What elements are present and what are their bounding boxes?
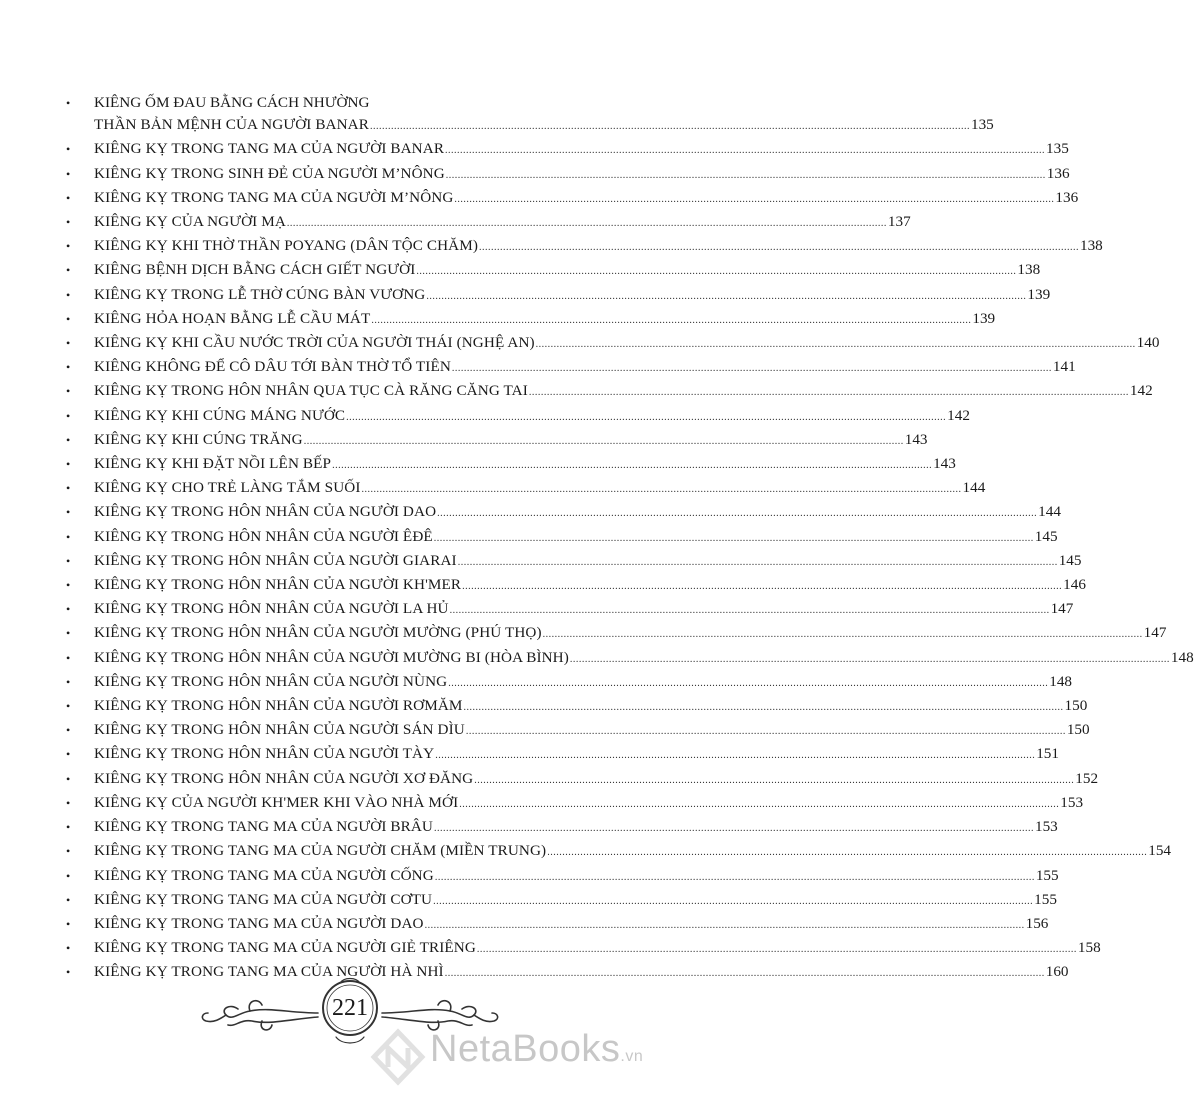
toc-entry	[64, 187, 1079, 211]
bullet-icon: •	[66, 747, 71, 762]
toc-entry-page: 135	[1046, 140, 1069, 158]
bullet-icon: •	[66, 941, 71, 956]
toc-entry-page: 145	[1058, 551, 1082, 569]
toc-entry-title: KIÊNG KỴ KHI CẦU NƯỚC TRỜI CỦA NGƯỜI THÁI (NGHỆ AN)	[94, 334, 535, 352]
bullet-icon: •	[66, 771, 71, 786]
toc-entry-page: 152	[1075, 769, 1099, 787]
toc-entry-page: 138	[1017, 261, 1041, 279]
toc-entry	[64, 840, 1171, 864]
bullet-icon: •	[66, 481, 71, 496]
table-of-contents	[64, 92, 1194, 986]
dot-leader: ........................................................................................................................................................................................................	[474, 774, 1075, 786]
bullet-icon: •	[66, 699, 71, 714]
toc-entry-page: 153	[1060, 793, 1084, 811]
bullet-icon: •	[66, 336, 71, 351]
bullet-icon: •	[66, 384, 71, 399]
dot-leader: ........................................................................................................................................................................................................	[416, 266, 1017, 278]
toc-entry	[64, 163, 1070, 187]
toc-entry-page: 145	[1034, 527, 1058, 545]
bullet-icon: •	[66, 602, 71, 617]
toc-entry-title: KIÊNG KỴ KHI CÚNG TRĂNG	[94, 430, 303, 448]
toc-entry-title: KIÊNG KỴ TRONG TANG MA CỦA NGƯỜI CƠTU	[94, 890, 433, 908]
toc-entry	[64, 792, 1084, 816]
toc-entry	[64, 284, 1051, 308]
dot-leader: ........................................................................................................................................................................................................	[462, 581, 1063, 593]
toc-entry-page: 156	[1025, 914, 1049, 932]
dot-leader: ........................................................................................................................................................................................................	[444, 968, 1045, 980]
bullet-icon: •	[66, 868, 71, 883]
dot-leader: ........................................................................................................................................................................................................	[542, 629, 1143, 641]
dot-leader: ........................................................................................................................................................................................................	[449, 605, 1050, 617]
dot-leader: ........................................................................................................................................................................................................	[547, 847, 1148, 859]
toc-entry-title: KIÊNG KỴ TRONG TANG MA CỦA NGƯỜI HÀ NHÌ	[94, 963, 444, 981]
toc-entry-page: 146	[1063, 576, 1086, 594]
toc-entry-title: KIÊNG KỴ KHI ĐẶT NỒI LÊN BẾP	[94, 455, 332, 473]
toc-entry-page: 143	[904, 430, 928, 448]
toc-entry-title: KIÊNG KỴ CỦA NGƯỜI MẠ	[94, 213, 286, 231]
bullet-icon: •	[66, 650, 71, 665]
bullet-icon: •	[66, 626, 71, 641]
dot-leader: ........................................................................................................................................................................................................	[332, 460, 933, 472]
toc-entry-title: KIÊNG KỴ TRONG HÔN NHÂN CỦA NGƯỜI KH'MER	[94, 576, 462, 594]
toc-entry-title: KIÊNG KỴ TRONG TANG MA CỦA NGƯỜI M’NÔNG	[94, 188, 454, 206]
toc-entry-title: KIÊNG KỴ TRONG HÔN NHÂN CỦA NGƯỜI ÊĐÊ	[94, 527, 433, 545]
toc-entry	[64, 211, 911, 235]
toc-entry-title: KIÊNG KỴ CHO TRẺ LÀNG TẮM SUỐI	[94, 479, 361, 497]
toc-entry-title: KIÊNG KỴ TRONG HÔN NHÂN CỦA NGƯỜI RƠMĂM	[94, 697, 463, 715]
dot-leader: ........................................................................................................................................................................................................	[535, 339, 1136, 351]
toc-entry	[64, 647, 1194, 671]
toc-entry-page: 151	[1036, 745, 1059, 763]
toc-entry-page: 138	[1079, 237, 1103, 255]
toc-entry-title: THẦN BẢN MỆNH CỦA NGƯỜI BANAR	[94, 116, 369, 134]
toc-entry	[64, 622, 1167, 646]
bullet-icon: •	[66, 578, 71, 593]
page-number: 221	[332, 995, 368, 1021]
toc-entry-title: KIÊNG KỴ TRONG HÔN NHÂN CỦA NGƯỜI MƯỜNG (PHÚ THỌ)	[94, 624, 542, 642]
toc-entry	[64, 913, 1049, 937]
toc-entry	[64, 719, 1090, 743]
toc-entry	[64, 308, 996, 332]
dot-leader: ........................................................................................................................................................................................................	[346, 411, 947, 423]
bullet-icon: •	[66, 457, 71, 472]
dot-leader: ........................................................................................................................................................................................................	[476, 944, 1077, 956]
dot-leader: ........................................................................................................................................................................................................	[434, 871, 1035, 883]
bullet-icon: •	[66, 916, 71, 931]
dot-leader: ........................................................................................................................................................................................................	[454, 193, 1055, 205]
toc-entry-page: 160	[1045, 963, 1069, 981]
toc-entry-title: KIÊNG HỎA HOẠN BẰNG LỄ CẦU MÁT	[94, 309, 371, 327]
toc-entry-page: 144	[962, 479, 986, 497]
toc-entry-title: KIÊNG KỴ CỦA NGƯỜI KH'MER KHI VÀO NHÀ MỚI	[94, 793, 459, 811]
toc-entry-page: 153	[1034, 818, 1058, 836]
dot-leader: ........................................................................................................................................................................................................	[426, 290, 1027, 302]
toc-entry-title: KIÊNG KỴ TRONG TANG MA CỦA NGƯỜI GIẺ TRIÊNG	[94, 939, 476, 957]
bullet-icon: •	[66, 723, 71, 738]
toc-entry-page: 147	[1143, 624, 1167, 642]
dot-leader: ........................................................................................................................................................................................................	[369, 121, 970, 133]
toc-entry-title: KIÊNG KỴ TRONG TANG MA CỦA NGƯỜI CHĂM (MIỀN TRUNG)	[94, 842, 547, 860]
dot-leader: ........................................................................................................................................................................................................	[433, 532, 1034, 544]
dot-leader: ........................................................................................................................................................................................................	[303, 435, 904, 447]
toc-entry-title: KIÊNG KỴ TRONG HÔN NHÂN CỦA NGƯỜI XƠ ĐĂNG	[94, 769, 474, 787]
watermark-brand-suffix: .vn	[620, 1048, 644, 1065]
dot-leader: ........................................................................................................................................................................................................	[424, 919, 1025, 931]
toc-entry-title: KIÊNG KỴ TRONG TANG MA CỦA NGƯỜI BRÂU	[94, 818, 433, 836]
toc-entry-title: KIÊNG KỴ TRONG HÔN NHÂN CỦA NGƯỜI TÀY	[94, 745, 435, 763]
toc-entry	[64, 937, 1101, 961]
toc-entry-page: 154	[1148, 842, 1171, 860]
toc-entry	[64, 332, 1160, 356]
bullet-icon: •	[66, 287, 71, 302]
toc-entry-page: 140	[1136, 334, 1160, 352]
toc-entry-page: 148	[1170, 648, 1194, 666]
toc-entry-page: 147	[1050, 600, 1074, 618]
toc-entry-page: 135	[970, 116, 994, 134]
bullet-icon: •	[66, 360, 71, 375]
toc-entry	[64, 865, 1059, 889]
toc-entry	[64, 889, 1057, 913]
toc-entry-page: 150	[1064, 697, 1088, 715]
toc-entry	[64, 743, 1059, 767]
toc-entry-title: KIÊNG KỴ TRONG HÔN NHÂN QUA TỤC CÀ RĂNG CĂNG TAI	[94, 382, 528, 400]
toc-entry	[64, 598, 1074, 622]
toc-entry-page: 141	[1052, 358, 1076, 376]
toc-entry-page: 137	[887, 213, 911, 231]
toc-entry-title: KIÊNG KỴ TRONG HÔN NHÂN CỦA NGƯỜI LA HỦ	[94, 600, 449, 618]
dot-leader: ........................................................................................................................................................................................................	[457, 556, 1058, 568]
dot-leader: ........................................................................................................................................................................................................	[445, 145, 1046, 157]
toc-entry-page: 150	[1066, 721, 1090, 739]
dot-leader: ........................................................................................................................................................................................................	[371, 314, 972, 326]
dot-leader: ........................................................................................................................................................................................................	[463, 702, 1064, 714]
toc-entry-page: 155	[1034, 890, 1057, 908]
toc-entry	[64, 356, 1076, 380]
toc-entry	[64, 768, 1099, 792]
bullet-icon: •	[66, 674, 71, 689]
toc-entry	[64, 574, 1086, 598]
toc-entry-page: 158	[1077, 939, 1101, 957]
toc-entry	[64, 92, 994, 138]
bullet-icon: •	[66, 529, 71, 544]
bullet-icon: •	[66, 844, 71, 859]
dot-leader: ........................................................................................................................................................................................................	[528, 387, 1129, 399]
dot-leader: ........................................................................................................................................................................................................	[478, 242, 1079, 254]
toc-entry-title: KIÊNG BỆNH DỊCH BẰNG CÁCH GIẾT NGƯỜI	[94, 261, 416, 279]
dot-leader: ........................................................................................................................................................................................................	[451, 363, 1052, 375]
bullet-icon: •	[66, 215, 71, 230]
toc-entry-title-line: KIÊNG ỐM ĐAU BẰNG CÁCH NHƯỜNG	[94, 94, 370, 111]
toc-entry-title: KIÊNG KỴ KHI THỜ THẦN POYANG (DÂN TỘC CHĂM)	[94, 237, 478, 255]
dot-leader: ........................................................................................................................................................................................................	[361, 484, 962, 496]
bullet-icon: •	[66, 96, 71, 110]
toc-entry	[64, 695, 1088, 719]
toc-entry	[64, 138, 1069, 162]
toc-entry	[64, 453, 956, 477]
toc-entry-title: KIÊNG KỴ KHI CÚNG MÁNG NƯỚC	[94, 406, 346, 424]
toc-entry-page: 144	[1038, 503, 1061, 521]
bullet-icon: •	[66, 820, 71, 835]
toc-entry-page: 136	[1055, 188, 1079, 206]
bullet-icon: •	[66, 892, 71, 907]
toc-entry-page: 143	[933, 455, 956, 473]
toc-entry-page: 155	[1035, 866, 1059, 884]
toc-entry-title: KIÊNG KHÔNG ĐỂ CÔ DÂU TỚI BÀN THỜ TỔ TIÊN	[94, 358, 451, 376]
bullet-icon: •	[66, 432, 71, 447]
toc-entry	[64, 816, 1058, 840]
toc-entry-page: 139	[1027, 285, 1051, 303]
dot-leader: ........................................................................................................................................................................................................	[465, 726, 1066, 738]
toc-entry	[64, 550, 1082, 574]
dot-leader: ........................................................................................................................................................................................................	[437, 508, 1038, 520]
toc-entry	[64, 671, 1072, 695]
toc-entry-title: KIÊNG KỴ TRONG HÔN NHÂN CỦA NGƯỜI GIARAI	[94, 551, 457, 569]
toc-entry-title: KIÊNG KỴ TRONG HÔN NHÂN CỦA NGƯỜI SÁN DÌU	[94, 721, 465, 739]
toc-entry	[64, 380, 1153, 404]
toc-entry	[64, 259, 1041, 283]
toc-entry-page: 136	[1046, 164, 1070, 182]
toc-entry-page: 142	[947, 406, 970, 424]
watermark-brand-name: NetaBooks	[430, 1028, 621, 1070]
toc-entry-title: KIÊNG KỴ TRONG TANG MA CỦA NGƯỜI BANAR	[94, 140, 445, 158]
toc-entry-title: KIÊNG KỴ TRONG LỄ THỜ CÚNG BÀN VƯƠNG	[94, 285, 426, 303]
toc-entry-page: 148	[1049, 672, 1072, 690]
dot-leader: ........................................................................................................................................................................................................	[445, 169, 1046, 181]
toc-entry-title: KIÊNG KỴ TRONG TANG MA CỦA NGƯỜI CỐNG	[94, 866, 434, 884]
bullet-icon: •	[66, 239, 71, 254]
toc-entry-title: KIÊNG KỴ TRONG TANG MA CỦA NGƯỜI DAO	[94, 914, 424, 932]
bullet-icon: •	[66, 142, 71, 157]
bullet-icon: •	[66, 263, 71, 278]
bullet-icon: •	[66, 553, 71, 568]
toc-entry-title: KIÊNG KỴ TRONG HÔN NHÂN CỦA NGƯỜI DAO	[94, 503, 437, 521]
toc-entry	[64, 429, 928, 453]
bullet-icon: •	[66, 408, 71, 423]
toc-entry	[64, 526, 1058, 550]
toc-entry	[64, 501, 1061, 525]
toc-entry	[64, 477, 986, 501]
toc-entry	[64, 235, 1103, 259]
watermark-brand	[430, 1028, 643, 1071]
toc-entry-title: KIÊNG KỴ TRONG HÔN NHÂN CỦA NGƯỜI MƯỜNG BI (HÒA BÌNH)	[94, 648, 569, 666]
bullet-icon: •	[66, 965, 71, 980]
dot-leader: ........................................................................................................................................................................................................	[459, 798, 1060, 810]
bullet-icon: •	[66, 795, 71, 810]
bullet-icon: •	[66, 166, 71, 181]
bullet-icon: •	[66, 190, 71, 205]
toc-entry-page: 139	[972, 309, 996, 327]
dot-leader: ........................................................................................................................................................................................................	[433, 895, 1034, 907]
dot-leader: ........................................................................................................................................................................................................	[286, 218, 887, 230]
dot-leader: ........................................................................................................................................................................................................	[435, 750, 1036, 762]
toc-entry-title: KIÊNG KỴ TRONG SINH ĐẺ CỦA NGƯỜI M’NÔNG	[94, 164, 445, 182]
bullet-icon: •	[66, 505, 71, 520]
dot-leader: ........................................................................................................................................................................................................	[448, 677, 1049, 689]
toc-entry	[64, 405, 970, 429]
toc-entry-title: KIÊNG KỴ TRONG HÔN NHÂN CỦA NGƯỜI NÙNG	[94, 672, 448, 690]
toc-entry-page: 142	[1129, 382, 1153, 400]
dot-leader: ........................................................................................................................................................................................................	[433, 823, 1034, 835]
bullet-icon: •	[66, 311, 71, 326]
dot-leader: ........................................................................................................................................................................................................	[569, 653, 1170, 665]
